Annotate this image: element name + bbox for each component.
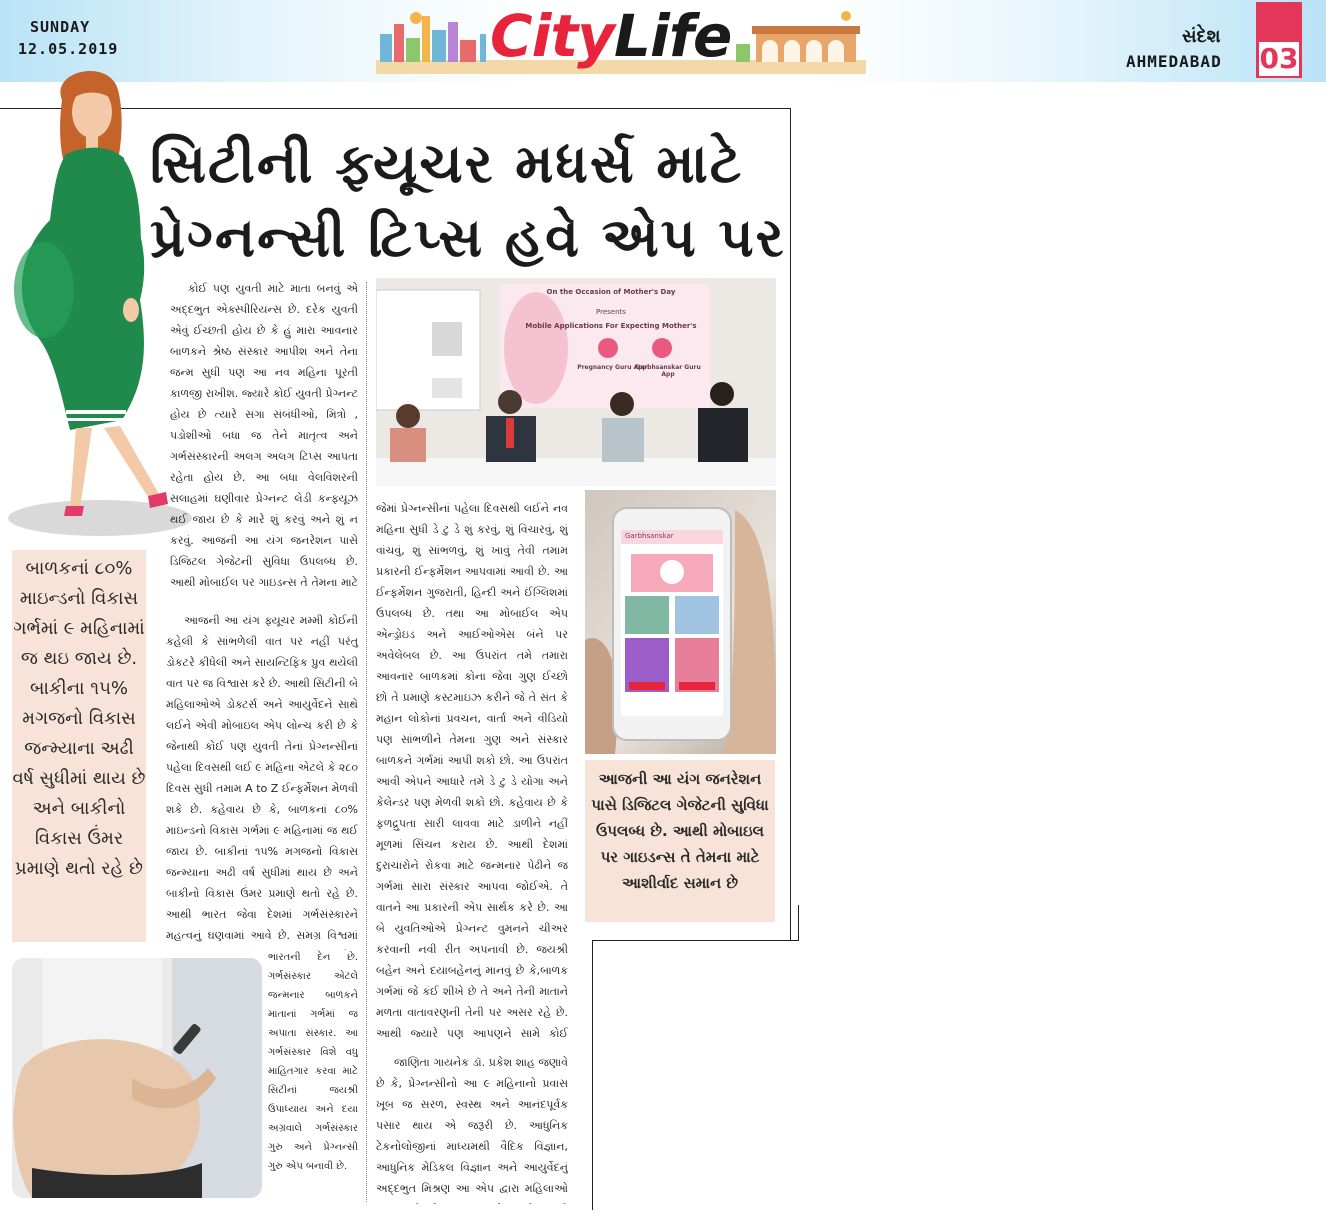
phone-app-title: Garbhsanskar: [625, 532, 674, 540]
logo-life: Life: [613, 2, 732, 70]
article-column-2b: [376, 1052, 568, 1204]
banner-line-1: On the Occasion of Mother's Day: [546, 288, 676, 296]
phone-app-photo: [585, 490, 776, 754]
pull-quote-left: બાળકનાં ૮૦% માઇન્ડનો વિકાસ ગર્ભમાં ૯ મહિનામાં જ થઇ જાય છે. બાકીના ૧૫% મગજનો વિકાસ જન્મ્યાના અઢી વર્ષ સુધીમાં થાય છે અને બાકીનો વિકાસ ઉંમર પ્રમાણે થતો રહે છે: [12, 550, 146, 942]
frame-bottom-right-rule: [592, 940, 593, 1210]
headline-line-2: પ્રેગ્નન્સી ટિપ્સ હવે એપ પર: [150, 206, 786, 269]
column-divider: [366, 282, 367, 1202]
page-number: 03: [1259, 42, 1299, 75]
banner-line-2: Presents: [596, 308, 626, 316]
frame-right-rule: [790, 108, 791, 940]
article-column-1a: [170, 278, 358, 588]
article-column-1c: [268, 948, 358, 1204]
article-paragraph: જાણિતા ગાયનેક ડૉ. પ્રકેશ શાહ જણાવે છે કે, પ્રેગ્નન્સીનો આ ૯ મહિનાનો પ્રવાસ ખૂબ જ સરળ, સ્વસ્થ અને આનંદપૂર્વક પસાર થાય એ જરૂરી છે. આધુનિક ટેકનોલોજીનાં માધ્યમથી વૈદિક વિજ્ઞાન, આધુનિક મેડિકલ વિજ્ઞાન અને આયુર્વેદનું અદ્દભુત મિશ્રણ આ એપ દ્વારા મહિલાઓ: [376, 1056, 568, 1195]
issue-date: 12.05.2019: [18, 40, 119, 58]
banner-app-1: Pregnancy Guru App: [577, 364, 647, 371]
headline-line-1: સિટીની ફ્યૂચર મધર્સ માટે: [150, 132, 744, 195]
pull-quote-right: આજની આ યંગ જનરેશન પાસે ડિજિટલ ગેજેટની સુવિધા ઉપલબ્ધ છે. આથી મોબાઇલ પર ગાઇડન્સ તે તેમના માટે આશીર્વાદ સમાન છે: [585, 760, 775, 922]
pregnant-belly-photo: [12, 958, 262, 1198]
edition-city: AHMEDABAD: [1126, 52, 1222, 71]
frame-step-rule-v: [798, 905, 799, 941]
banner-line-3: Mobile Applications For Expecting Mother's: [525, 322, 697, 330]
press-conference-photo: [376, 278, 776, 486]
citylife-logo-text: [490, 2, 731, 70]
article-column-1b: [166, 610, 358, 950]
banner-app-2: Garbhsanskar Guru App: [635, 364, 701, 378]
issue-day: SUNDAY: [30, 18, 91, 36]
article-paragraph: કોઈ પણ યુવતી માટે માતા બનવું એ અદ્દભુત એક્સ્પીરિયન્સ છે. દરેક યુવતી એવું ઈચ્છતી હોય છે કે હું મારા આવનાર બાળકને શ્રેષ્ઠ સંસ્કાર આપીશ અને તેના જન્મ સુધી પણ આ નવ મહિના પૂરતી કાળજી રાખીશ. જ્યારે કોઈ યુવતી પ્રેગ્નન્ટ હોય છે ત્યારે સગા સંબંધીઓ, મિત્રો , પડોશીઓ બધા જ તેને માતૃત્વ અને ગર્ભસંસ્કારની અલગ અલગ ટિપ્સ આપતા રહેતા હોય છે. આ બધા વેલવિશરની સલાહમાં ઘણીવાર પ્રેગ્નન્ટ લેડી કન્ફ્યૂઝ થઈ જાય છે કે મારે શું કરવું અને શું ન કરવું. આજની આ યંગ જનરેશન પાસે ડિજિટલ ગેજેટની સુવિધા ઉપલબ્ધ છે. આથી મોબાઈલ પર ગાઇડન્સ તે તેમના માટે: [170, 282, 358, 588]
article-paragraph: જેમાં પ્રેગ્નન્સીનાં પહેલા દિવસથી લઈને નવ મહિના સુધી ડે ટુ ડે શું કરવું, શું વિચારવું, શું વાંચવું, શું સાંભળવું, શું ખાવું તેવી તમામ પ્રકારની ઈન્ફર્મેશન આપવામાં આવી છે. આ ઈન્ફર્મેશન ગુજરાતી, હિન્દી અને ઈંગ્લિશમાં ઉપલબ્ધ છે. તથા આ મોબાઈલ એપ એન્ડ્રોઇડ અને આઈઓએસ બંને પર અવેલેબલ છે. આ ઉપરાંત તમે તમારા આવનાર બાળકમાં કોના જેવા ગુણ ઈચ્છો છો તે પ્રમાણે કસ્ટમાઇઝ કરીને જે તે સંત કે મહાન લોકોનાં પ્રવચન, વાર્તા અને વીડિયો પણ સાંભળીને તેમના ગુણ અને સંસ્કાર બાળકને ગર્ભમાં આપી શકો છો. આ ઉપરાંત આવી એપને આધારે તમે ડે ટુ ડે યોગા અને કેલેન્ડર પણ મેળવી શકો છો. કહેવાય છે કે ફળદ્રુપતા સારી લાવવા માટે ડાળીને નહીં મૂળમાં સિંચન કરાય છે. આથી દેશમાં દુરાચારોને રોકવા માટે જન્મનાર પેઢીને જ ગર્ભમાં સારા સંસ્કાર આપવા જોઈએ. તે વાતને આ પ્રકારની એપ સાર્થક કરે છે. આ બે યુવતિઓએ પ્રેગ્નન્ટ વુમનને ચીઅર કરવાની નવી રીત અપનાવી છે. જયશ્રી બહેન અને દયાબહેનનું માનવું છે કે,બાળક ગર્ભમાં જે કંઈ શીખે છે તે અને તેની માતાને મળતા વાતાવરણની તેની પર અસર રહે છે. આથી જ્યારે પણ આપણને સામે કોઈ: [376, 502, 568, 1040]
article-column-2a: [376, 498, 568, 1046]
article-paragraph-continued: ભારતની દેન છે. ગર્ભસંસ્કાર એટલે જન્મનાર બાળકને માતાનાં ગર્ભમાં જ અપાતા સંસ્કાર. આ ગર્ભસંસ્કાર વિશે વધુ માહિતગાર કરવા માટે સિટીનાં જયશ્રી ઉપાધ્યાય અને દયા અગ્રવાલે ગર્ભસંસ્કાર ગુરુ અને પ્રેગ્નન્સી ગુરુ એપ બનાવી છે.: [268, 952, 358, 1172]
frame-step-rule: [592, 940, 798, 941]
newspaper-name: સંદેશ: [1182, 26, 1221, 47]
logo-city: City: [490, 2, 614, 70]
article-paragraph: આજની આ યંગ ફ્યૂચર મમ્મી કોઈની કહેલી કે સાંભળેલી વાત પર નહીં પરંતુ ડોકટરે કીધેલી અને સાયન્ટિફિક પ્રુવ થયેલી વાત પર જ વિશ્વાસ કરે છે. આથી સિટીની બે મહિલાઓએ ડોક્ટર્સ અને આયુર્વેદને સાથે લઈને એવી મોબાઇલ એપ લોન્ચ કરી છે કે જેનાથી કોઈ પણ યુવતી તેનાં પ્રેગ્નન્સીનાં પહેલા દિવસથી લઈ ૯ મહિના એટલે કે ૨૮૦ દિવસ સુધી તમામ A to Z ઈન્ફર્મેશન મેળવી શકે છે. કહેવાય છે કે, બાળકનાં ૮૦% માઇન્ડનો વિકાસ ગર્ભમાં ૯ મહિનામાં જ થઈ જાય છે. બાકીનાં ૧૫% મગજનો વિકાસ જન્મ્યાના અઢી વર્ષ સુધીમાં થાય છે અને બાકીનો વિકાસ ઉંમર પ્રમાણે થતો રહે છે. આથી ભારત જેવા દેશમાં ગર્ભસંસ્કારને મહત્વનું ઘણવામાં આવે છે. સમગ્ર વિશ્વમાં: [166, 614, 358, 942]
